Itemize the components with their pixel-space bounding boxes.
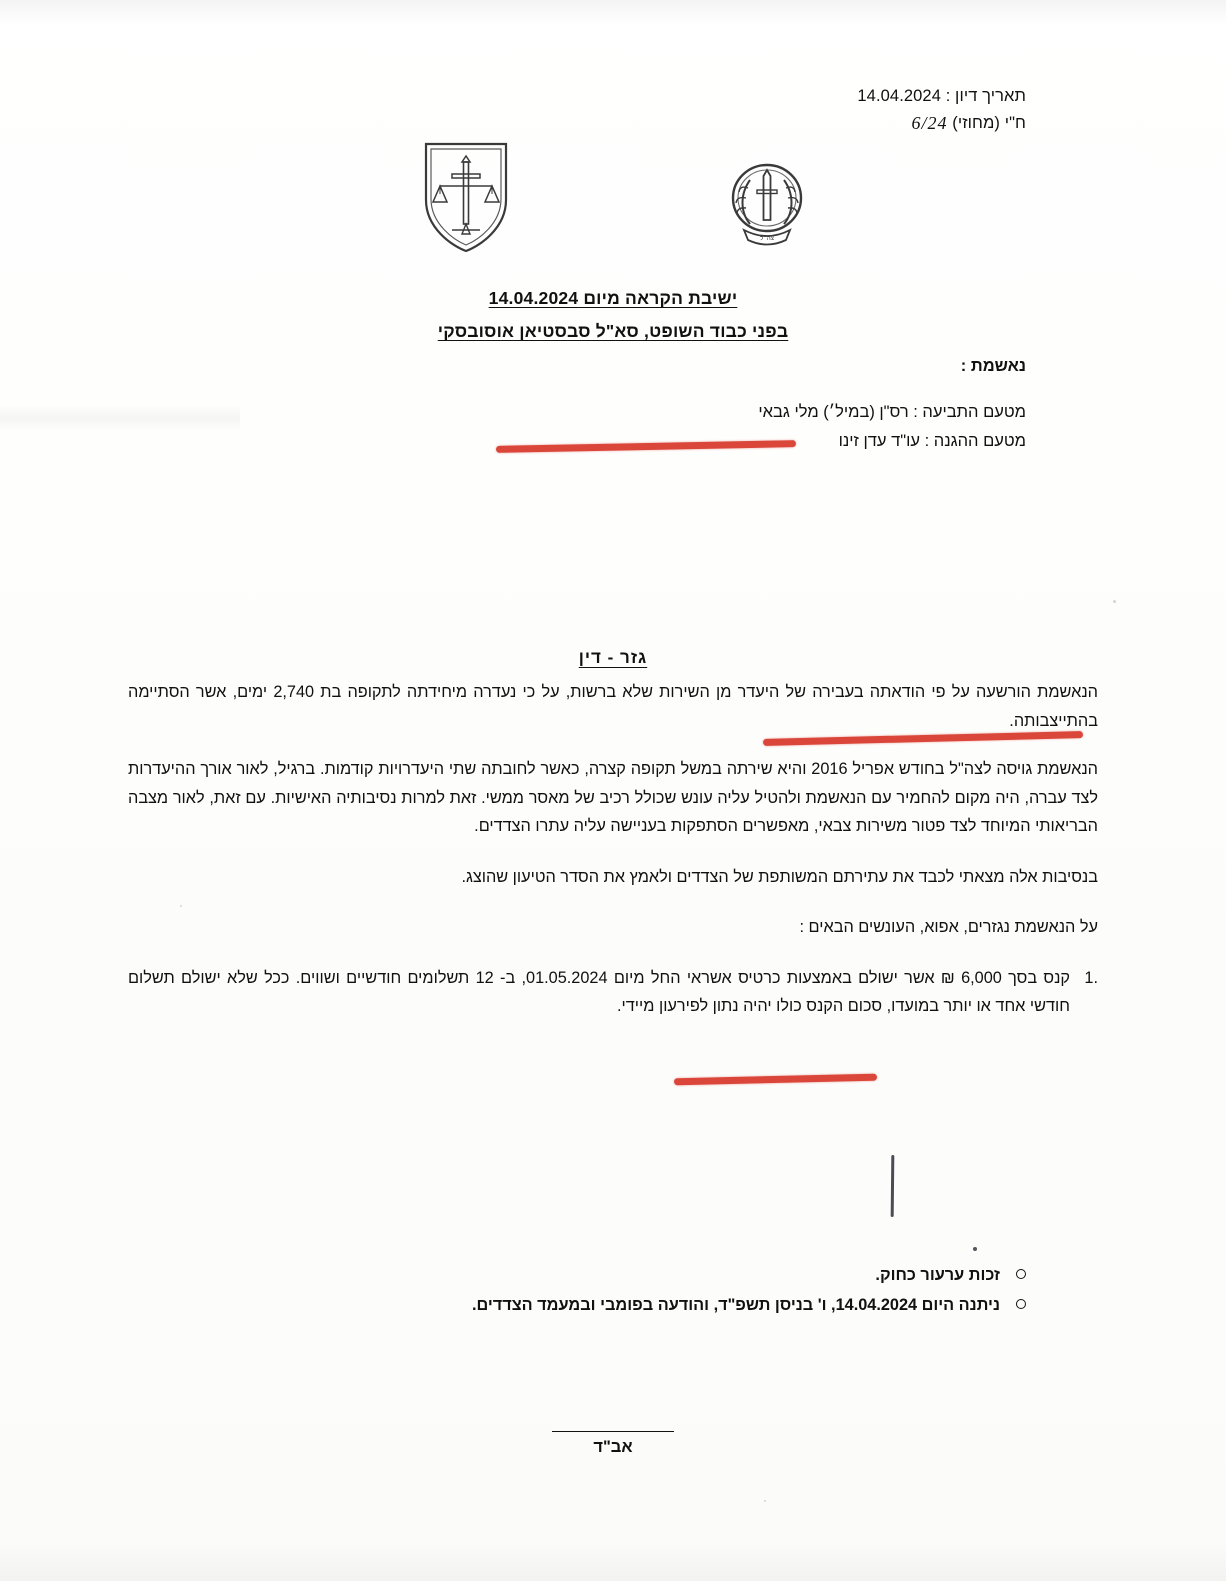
sentence-item-number: .1: [1084, 968, 1098, 987]
ink-pen-dot: [973, 1247, 977, 1251]
bullet-circle-icon: [1016, 1299, 1026, 1309]
idf-emblem-icon: [718, 154, 816, 252]
footer-note-text: זכות ערעור כחוק.: [875, 1266, 1000, 1284]
svg-text:צה״ל: צה״ל: [760, 236, 774, 242]
scan-speck: [1113, 600, 1116, 603]
signature-label: אב"ד: [593, 1438, 633, 1456]
footer-note-text: ניתנה היום 14.04.2024, ו' בניסן תשפ"ד, והודעה בפומבי ובמעמד הצדדים.: [471, 1296, 1000, 1315]
hearing-title: [0, 288, 1226, 309]
sentence-item: [128, 964, 1098, 1021]
hearing-date-line: [857, 84, 1026, 109]
footer-notes: [200, 1260, 1026, 1320]
signature-rule: [0, 1419, 1226, 1437]
hearing-title-text: ישיבת הקראה מיום 14.04.2024: [488, 288, 738, 308]
hearing-date-label: תאריך דיון :: [945, 87, 1026, 105]
military-court-emblem-icon: [418, 138, 514, 256]
case-number-line: [912, 109, 1026, 136]
defendant-label: נאשמת :: [960, 357, 1026, 375]
parties-block: [200, 352, 1026, 455]
footer-note-row: [200, 1290, 1026, 1320]
ink-pen-stroke: [890, 1155, 893, 1217]
verdict-paragraph-3: בנסיבות אלה מצאתי לכבד את עתירתם המשותפת של הצדדים ולאמץ את הסדר הטיעון שהוצג.: [461, 867, 1098, 886]
scan-speck: [764, 1500, 766, 1502]
judge-line: [0, 321, 1226, 342]
sentence-items-list: [128, 964, 1098, 1021]
prosecution-line: מטעם התביעה : רס"ן (במיל׳) מלי גבאי: [758, 403, 1026, 422]
signature-line: [552, 1431, 674, 1432]
verdict-heading-text: גזר - דין: [578, 648, 648, 667]
footer-note-row: [200, 1260, 1026, 1290]
verdict-paragraph-1: הנאשמת הורשעה על פי הודאתה בעבירה של היעדר מן השירות שלא ברשות, על כי נעדרה מיחידתה לתקופה בת 2,740 ימים, אשר הסתיימה בהתייצבותה.: [128, 683, 1098, 730]
verdict-heading: [0, 648, 1226, 668]
verdict-paragraph-4: על הנאשמת נגזרים, אפוא, העונשים הבאים :: [799, 918, 1098, 937]
case-number-label: ח"י (מחוזי): [952, 113, 1026, 132]
verdict-paragraph-2: הנאשמת גויסה לצה"ל בחודש אפריל 2016 והיא שירתה במשל תקופה קצרה, כאשר לחובתה שתי היעדרויות קודמות. ברגיל, לאור אורך ההיעדרות לצד עברה, היה מקום להחמיר עם הנאשמת ולהטיל עליה עונש שכולל רכיב של מאסר ממשי. זאת למרות נסיבותיה האישיות. עם זאת, לאור מצבה הבריאותי המיוחד לצד פטור משירות צבאי, מאפשרים הסתפקות בעניישה עליה עתרו הצדדים.: [128, 760, 1098, 836]
defense-line: מטעם ההגנה : עו"ד עדן זינו: [838, 431, 1026, 450]
verdict-body: [128, 678, 1098, 1021]
marker-underline-fine-amount: [674, 1074, 877, 1086]
sentence-item-text: קנס בסך 6,000 ₪ אשר ישולם באמצעות כרטיס אשראי החל מיום 01.05.2024, ב- 12 תשלומים חודשיים ושווים. ככל שלא ישולם תשלום חודשי אחד או יותר במועדו, סכום הקנס כולו יהיה נתון לפירעון מיידי.: [128, 968, 1071, 1016]
emblems-row: [0, 136, 1226, 266]
hearing-date-value: 14.04.2024: [857, 87, 941, 105]
judge-line-text: בפני כבוד השופט, סא"ל סבסטיאן אוסובסקי: [437, 321, 789, 341]
case-number-handwritten: 6/24: [911, 112, 948, 133]
scan-speck: [180, 905, 182, 907]
bullet-circle-icon: [1016, 1269, 1026, 1279]
document-header: [857, 84, 1026, 136]
